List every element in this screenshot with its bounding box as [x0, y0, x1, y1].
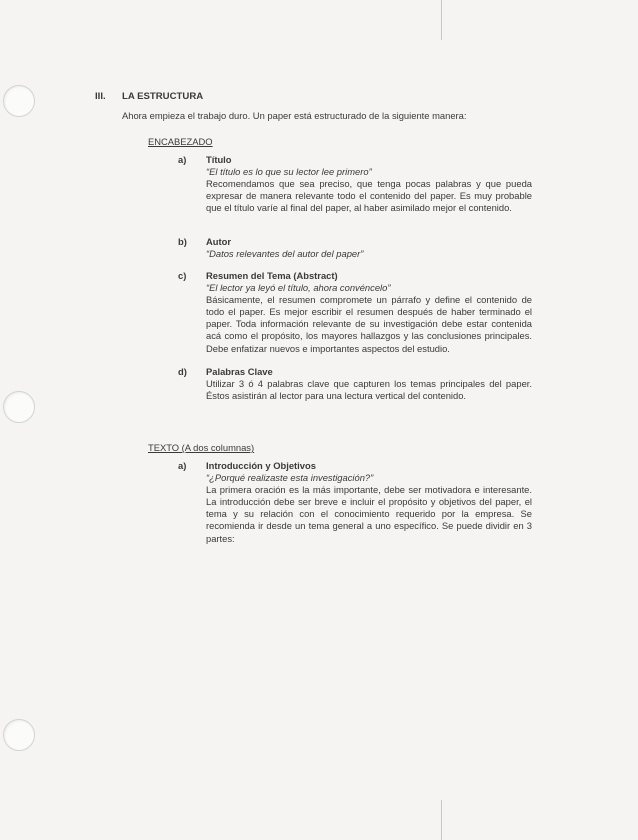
item-title: Autor: [206, 236, 231, 247]
item-title: Título: [206, 154, 232, 165]
section-title: LA ESTRUCTURA: [122, 91, 204, 102]
item-quote: “Datos relevantes del autor del paper”: [206, 248, 364, 260]
item-letter: d): [178, 366, 187, 377]
item-quote: “¿Porqué realizaste esta investigación?”: [206, 472, 374, 484]
item-title: Introducción y Objetivos: [206, 460, 316, 471]
item-text: Recomendamos que sea preciso, que tenga pocas palabras y que pueda expresar de manera relevante todo el contenido del paper. Es muy probable que el título varíe al final del paper, al haber asimilado mejor el contenido.: [206, 178, 532, 214]
item-text: Utilizar 3 ó 4 palabras clave que capturen los temas principales del paper. Éstos asistirán al lector para una lectura vertical del contenido.: [206, 378, 532, 402]
item-quote: “El lector ya leyó el título, ahora convéncelo”: [206, 282, 391, 294]
section-header: [95, 91, 203, 103]
section-intro: Ahora empieza el trabajo duro. Un paper está estructurado de la siguiente manera:: [122, 110, 467, 121]
item-quote: “El título es lo que su lector lee primero”: [206, 166, 372, 178]
item-title: Resumen del Tema (Abstract): [206, 270, 338, 281]
item-letter: a): [178, 460, 187, 471]
item-title: Palabras Clave: [206, 366, 273, 377]
item-letter: a): [178, 154, 187, 165]
item-text: Básicamente, el resumen compromete un párrafo y define el contenido de todo el paper. Es mejor escribir el resumen después de haber terminado el paper. Toda información relevante de su investigación debe estar contenida acá como el propósito, los mayores hallazgos y las conclusiones principales. Debe enfatizar nuevos e importantes aspectos del estudio.: [206, 294, 532, 354]
item-text: La primera oración es la más importante, debe ser motivadora e interesante. La introducción debe ser breve e incluir el propósito y objetivos del paper, el tema y su relación con el conocimiento requerido por la empresa. Se recomienda ir desde un tema general a uno específico. Se puede dividir en 3 partes:: [206, 484, 532, 544]
subheading-texto: TEXTO (A dos columnas): [148, 442, 255, 453]
item-letter: b): [178, 236, 187, 247]
item-letter: c): [178, 270, 187, 281]
section-number: III.: [95, 91, 106, 102]
subheading-encabezado: ENCABEZADO: [148, 136, 213, 147]
